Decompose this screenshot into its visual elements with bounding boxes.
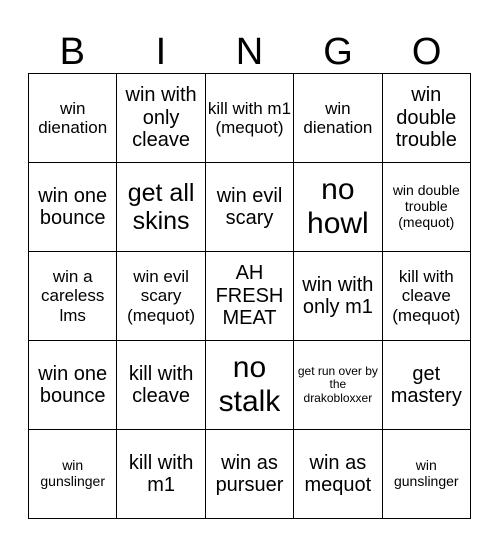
bingo-cell[interactable]: win double trouble [382,74,470,163]
bingo-cell[interactable]: win double trouble (mequot) [382,163,470,252]
bingo-cell[interactable]: AH FRESH MEAT [205,252,293,341]
bingo-cell[interactable]: kill with cleave (mequot) [382,252,470,341]
header-letter-b: B [59,31,85,73]
bingo-cell[interactable]: kill with m1 [117,430,205,519]
header-letter-n: N [235,31,264,73]
bingo-cell[interactable]: win as pursuer [205,430,293,519]
bingo-board [28,73,471,519]
bingo-cell[interactable]: kill with cleave [117,341,205,430]
header-letter-i: I [155,31,167,73]
board-row [29,430,471,519]
bingo-cell[interactable]: win one bounce [29,163,117,252]
bingo-cell[interactable]: win as mequot [294,430,382,519]
bingo-cell[interactable]: win gunslinger [382,430,470,519]
bingo-cell[interactable]: win dienation [29,74,117,163]
header-letter-g: G [323,31,353,73]
bingo-cell[interactable]: get mastery [382,341,470,430]
board-row [29,341,471,430]
board-row [29,163,471,252]
bingo-cell[interactable]: win evil scary [205,163,293,252]
bingo-cell[interactable]: no howl [294,163,382,252]
bingo-cell[interactable]: kill with m1 (mequot) [205,74,293,163]
board-row [29,252,471,341]
bingo-cell[interactable]: win with only cleave [117,74,205,163]
bingo-cell[interactable]: win a careless lms [29,252,117,341]
bingo-cell[interactable]: win gunslinger [29,430,117,519]
bingo-cell[interactable]: get run over by the drakobloxxer [294,341,382,430]
board-row [29,74,471,163]
bingo-cell[interactable]: get all skins [117,163,205,252]
bingo-cell[interactable]: win with only m1 [294,252,382,341]
header-letter-o: O [411,31,442,73]
bingo-header [28,30,471,74]
bingo-cell[interactable]: no stalk [205,341,293,430]
bingo-cell[interactable]: win evil scary (mequot) [117,252,205,341]
bingo-cell[interactable]: win one bounce [29,341,117,430]
bingo-cell[interactable]: win dienation [294,74,382,163]
